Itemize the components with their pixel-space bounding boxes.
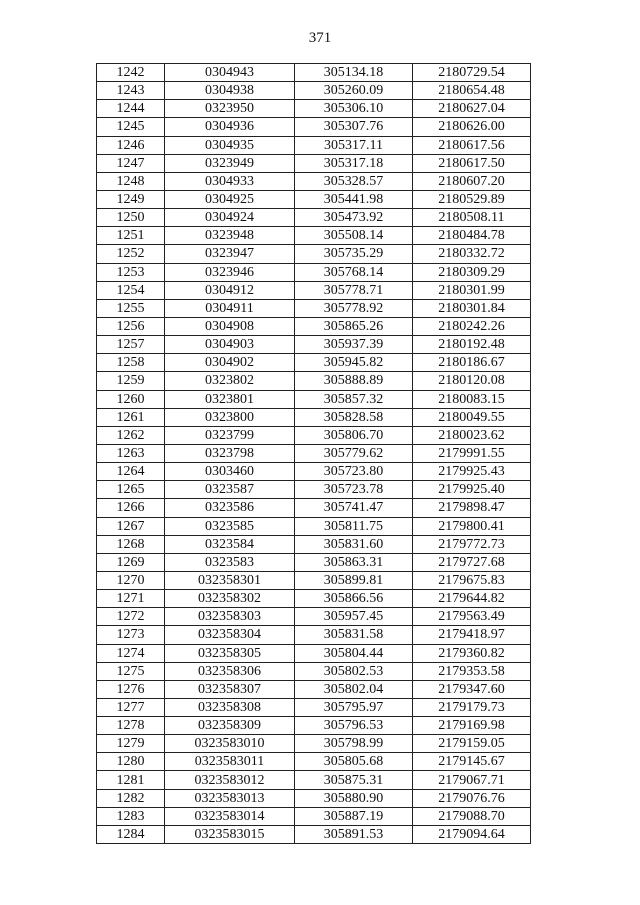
y-coordinate-cell: 2179169.98 [413,717,531,735]
y-coordinate-cell: 2180309.29 [413,263,531,281]
x-coordinate-cell: 305945.82 [295,354,413,372]
x-coordinate-cell: 305723.80 [295,463,413,481]
x-coordinate-cell: 305328.57 [295,172,413,190]
y-coordinate-cell: 2180508.11 [413,209,531,227]
page-number: 371 [308,30,332,46]
point-code-cell: 0304933 [165,172,295,190]
y-coordinate-cell: 2180192.48 [413,336,531,354]
row-number-cell: 1269 [97,553,165,571]
point-code-cell: 0323801 [165,390,295,408]
x-coordinate-cell: 305306.10 [295,100,413,118]
x-coordinate-cell: 305798.99 [295,735,413,753]
point-code-cell: 0323585 [165,517,295,535]
table-row [97,807,531,825]
table-row [97,717,531,735]
table-row [97,481,531,499]
y-coordinate-cell: 2180626.00 [413,118,531,136]
point-code-cell: 0303460 [165,463,295,481]
table-row [97,463,531,481]
x-coordinate-cell: 305805.68 [295,753,413,771]
row-number-cell: 1255 [97,299,165,317]
row-number-cell: 1266 [97,499,165,517]
row-number-cell: 1265 [97,481,165,499]
point-code-cell: 0323583010 [165,735,295,753]
y-coordinate-cell: 2179800.41 [413,517,531,535]
row-number-cell: 1283 [97,807,165,825]
y-coordinate-cell: 2179076.76 [413,789,531,807]
x-coordinate-cell: 305804.44 [295,644,413,662]
y-coordinate-cell: 2179159.05 [413,735,531,753]
y-coordinate-cell: 2179088.70 [413,807,531,825]
x-coordinate-cell: 305778.92 [295,299,413,317]
point-code-cell: 032358302 [165,590,295,608]
coordinates-table-body [97,64,531,844]
x-coordinate-cell: 305887.19 [295,807,413,825]
point-code-cell: 0323583013 [165,789,295,807]
row-number-cell: 1245 [97,118,165,136]
x-coordinate-cell: 305260.09 [295,82,413,100]
y-coordinate-cell: 2179772.73 [413,535,531,553]
y-coordinate-cell: 2180186.67 [413,354,531,372]
row-number-cell: 1257 [97,336,165,354]
point-code-cell: 0323798 [165,444,295,462]
row-number-cell: 1275 [97,662,165,680]
row-number-cell: 1244 [97,100,165,118]
point-code-cell: 0304902 [165,354,295,372]
point-code-cell: 0304912 [165,281,295,299]
y-coordinate-cell: 2179360.82 [413,644,531,662]
point-code-cell: 032358301 [165,571,295,589]
row-number-cell: 1272 [97,608,165,626]
row-number-cell: 1251 [97,227,165,245]
row-number-cell: 1274 [97,644,165,662]
y-coordinate-cell: 2179347.60 [413,680,531,698]
row-number-cell: 1242 [97,64,165,82]
y-coordinate-cell: 2180083.15 [413,390,531,408]
y-coordinate-cell: 2179094.64 [413,825,531,843]
y-coordinate-cell: 2180484.78 [413,227,531,245]
row-number-cell: 1253 [97,263,165,281]
x-coordinate-cell: 305957.45 [295,608,413,626]
table-row [97,644,531,662]
row-number-cell: 1250 [97,209,165,227]
y-coordinate-cell: 2180332.72 [413,245,531,263]
point-code-cell: 0323583011 [165,753,295,771]
x-coordinate-cell: 305811.75 [295,517,413,535]
row-number-cell: 1268 [97,535,165,553]
y-coordinate-cell: 2180301.99 [413,281,531,299]
table-row [97,608,531,626]
row-number-cell: 1259 [97,372,165,390]
row-number-cell: 1281 [97,771,165,789]
x-coordinate-cell: 305795.97 [295,698,413,716]
point-code-cell: 0323584 [165,535,295,553]
x-coordinate-cell: 305134.18 [295,64,413,82]
x-coordinate-cell: 305880.90 [295,789,413,807]
x-coordinate-cell: 305768.14 [295,263,413,281]
x-coordinate-cell: 305741.47 [295,499,413,517]
point-code-cell: 0304943 [165,64,295,82]
y-coordinate-cell: 2180023.62 [413,426,531,444]
table-row [97,499,531,517]
x-coordinate-cell: 305857.32 [295,390,413,408]
table-row [97,753,531,771]
y-coordinate-cell: 2180529.89 [413,190,531,208]
table-row [97,789,531,807]
table-row [97,227,531,245]
row-number-cell: 1261 [97,408,165,426]
x-coordinate-cell: 305806.70 [295,426,413,444]
y-coordinate-cell: 2180617.56 [413,136,531,154]
table-row [97,354,531,372]
row-number-cell: 1258 [97,354,165,372]
point-code-cell: 0304935 [165,136,295,154]
table-row [97,64,531,82]
point-code-cell: 0323583015 [165,825,295,843]
y-coordinate-cell: 2179067.71 [413,771,531,789]
point-code-cell: 0304903 [165,336,295,354]
row-number-cell: 1247 [97,154,165,172]
y-coordinate-cell: 2180729.54 [413,64,531,82]
table-row [97,281,531,299]
point-code-cell: 0323947 [165,245,295,263]
table-row [97,680,531,698]
point-code-cell: 0323802 [165,372,295,390]
table-row [97,535,531,553]
table-row [97,190,531,208]
point-code-cell: 0304938 [165,82,295,100]
table-row [97,263,531,281]
table-row [97,372,531,390]
y-coordinate-cell: 2179644.82 [413,590,531,608]
x-coordinate-cell: 305831.60 [295,535,413,553]
x-coordinate-cell: 305735.29 [295,245,413,263]
x-coordinate-cell: 305802.53 [295,662,413,680]
point-code-cell: 0323587 [165,481,295,499]
table-row [97,317,531,335]
table-row [97,172,531,190]
row-number-cell: 1246 [97,136,165,154]
row-number-cell: 1280 [97,753,165,771]
y-coordinate-cell: 2180242.26 [413,317,531,335]
y-coordinate-cell: 2180654.48 [413,82,531,100]
row-number-cell: 1264 [97,463,165,481]
y-coordinate-cell: 2179675.83 [413,571,531,589]
table-row [97,444,531,462]
x-coordinate-cell: 305317.11 [295,136,413,154]
row-number-cell: 1277 [97,698,165,716]
y-coordinate-cell: 2179727.68 [413,553,531,571]
row-number-cell: 1282 [97,789,165,807]
table-row [97,553,531,571]
point-code-cell: 0304924 [165,209,295,227]
row-number-cell: 1252 [97,245,165,263]
point-code-cell: 0323586 [165,499,295,517]
y-coordinate-cell: 2180607.20 [413,172,531,190]
y-coordinate-cell: 2179179.73 [413,698,531,716]
x-coordinate-cell: 305508.14 [295,227,413,245]
point-code-cell: 032358303 [165,608,295,626]
row-number-cell: 1256 [97,317,165,335]
table-row [97,390,531,408]
y-coordinate-cell: 2179145.67 [413,753,531,771]
row-number-cell: 1279 [97,735,165,753]
table-row [97,735,531,753]
y-coordinate-cell: 2179418.97 [413,626,531,644]
row-number-cell: 1249 [97,190,165,208]
point-code-cell: 0323949 [165,154,295,172]
row-number-cell: 1284 [97,825,165,843]
x-coordinate-cell: 305937.39 [295,336,413,354]
point-code-cell: 0304908 [165,317,295,335]
table-row [97,136,531,154]
x-coordinate-cell: 305802.04 [295,680,413,698]
y-coordinate-cell: 2180301.84 [413,299,531,317]
x-coordinate-cell: 305441.98 [295,190,413,208]
row-number-cell: 1270 [97,571,165,589]
y-coordinate-cell: 2180049.55 [413,408,531,426]
x-coordinate-cell: 305891.53 [295,825,413,843]
table-row [97,771,531,789]
point-code-cell: 0304925 [165,190,295,208]
x-coordinate-cell: 305899.81 [295,571,413,589]
y-coordinate-cell: 2179353.58 [413,662,531,680]
x-coordinate-cell: 305888.89 [295,372,413,390]
row-number-cell: 1263 [97,444,165,462]
point-code-cell: 0323799 [165,426,295,444]
point-code-cell: 032358304 [165,626,295,644]
x-coordinate-cell: 305723.78 [295,481,413,499]
row-number-cell: 1254 [97,281,165,299]
row-number-cell: 1262 [97,426,165,444]
y-coordinate-cell: 2179563.49 [413,608,531,626]
x-coordinate-cell: 305865.26 [295,317,413,335]
table-row [97,590,531,608]
table-row [97,336,531,354]
point-code-cell: 032358309 [165,717,295,735]
table-row [97,154,531,172]
point-code-cell: 0304936 [165,118,295,136]
table-row [97,209,531,227]
y-coordinate-cell: 2180120.08 [413,372,531,390]
point-code-cell: 0323800 [165,408,295,426]
x-coordinate-cell: 305866.56 [295,590,413,608]
point-code-cell: 032358305 [165,644,295,662]
table-row [97,662,531,680]
table-row [97,698,531,716]
x-coordinate-cell: 305875.31 [295,771,413,789]
row-number-cell: 1278 [97,717,165,735]
row-number-cell: 1267 [97,517,165,535]
y-coordinate-cell: 2179898.47 [413,499,531,517]
point-code-cell: 032358308 [165,698,295,716]
point-code-cell: 0323583 [165,553,295,571]
table-row [97,100,531,118]
point-code-cell: 0323950 [165,100,295,118]
y-coordinate-cell: 2179925.40 [413,481,531,499]
y-coordinate-cell: 2180627.04 [413,100,531,118]
table-row [97,517,531,535]
row-number-cell: 1243 [97,82,165,100]
x-coordinate-cell: 305317.18 [295,154,413,172]
point-code-cell: 0323946 [165,263,295,281]
table-row [97,299,531,317]
coordinates-table [96,63,531,844]
x-coordinate-cell: 305828.58 [295,408,413,426]
point-code-cell: 0323948 [165,227,295,245]
table-row [97,426,531,444]
y-coordinate-cell: 2179925.43 [413,463,531,481]
point-code-cell: 032358306 [165,662,295,680]
row-number-cell: 1273 [97,626,165,644]
row-number-cell: 1260 [97,390,165,408]
point-code-cell: 0323583014 [165,807,295,825]
table-row [97,118,531,136]
x-coordinate-cell: 305796.53 [295,717,413,735]
table-row [97,408,531,426]
point-code-cell: 0323583012 [165,771,295,789]
table-row [97,245,531,263]
x-coordinate-cell: 305831.58 [295,626,413,644]
y-coordinate-cell: 2180617.50 [413,154,531,172]
x-coordinate-cell: 305307.76 [295,118,413,136]
x-coordinate-cell: 305778.71 [295,281,413,299]
x-coordinate-cell: 305863.31 [295,553,413,571]
point-code-cell: 0304911 [165,299,295,317]
y-coordinate-cell: 2179991.55 [413,444,531,462]
table-row [97,825,531,843]
x-coordinate-cell: 305473.92 [295,209,413,227]
row-number-cell: 1276 [97,680,165,698]
row-number-cell: 1271 [97,590,165,608]
row-number-cell: 1248 [97,172,165,190]
table-row [97,571,531,589]
point-code-cell: 032358307 [165,680,295,698]
table-row [97,82,531,100]
table-row [97,626,531,644]
x-coordinate-cell: 305779.62 [295,444,413,462]
